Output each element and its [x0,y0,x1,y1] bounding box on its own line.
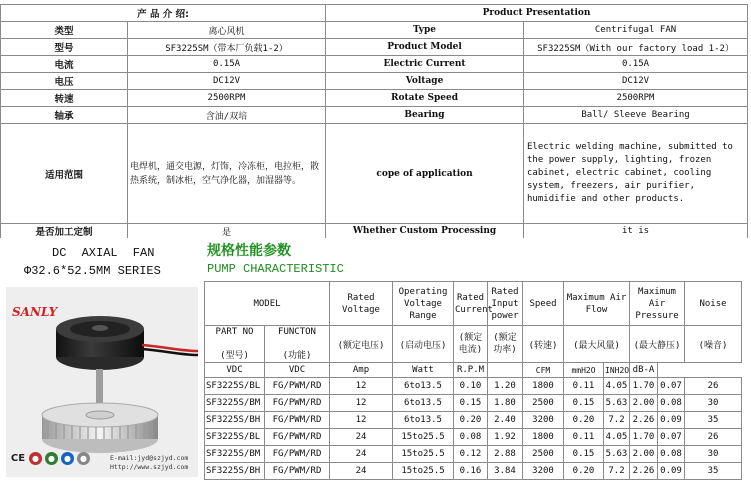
cell-rv: 24 [330,446,393,463]
row-value-cn: 含油/双培 [128,107,326,124]
col-header-function [265,326,330,363]
series-title: DC AXIAL FAN [52,246,155,260]
custom-value-cn: 是 [128,224,326,239]
cell-db: 30 [685,446,742,463]
cell-flow1: 0.15 [564,446,604,463]
col-header-max-pressure: Maximum Air Pressure [630,282,685,326]
custom-label-en: Whether Custom Processing [326,224,524,239]
part-no-label-cn: (型号) [220,351,249,361]
cell-in: 0.07 [658,378,685,395]
cell-db: 35 [685,412,742,429]
scope-label-en: cope of application [326,124,524,224]
cell-func: FG/PWM/RD [265,429,330,446]
table-row [1,107,748,124]
row-label-cn: 轴承 [1,107,128,124]
cell-in: 0.08 [658,446,685,463]
table-row [1,73,748,90]
cert-seal-icon: ● [77,452,90,465]
unit-rated-voltage: VDC [205,363,265,378]
row-label-cn: 转速 [1,90,128,107]
cell-mm: 1.70 [630,378,658,395]
table-row [1,56,748,73]
cell-ov: 6to13.5 [393,378,454,395]
cell-part: SF3225S/BH [205,463,265,480]
cell-db: 30 [685,395,742,412]
unit-noise: dB-A [630,363,658,378]
table-row [1,39,748,56]
unit-rated-current: Amp [330,363,393,378]
cell-watt: 2.40 [488,412,523,429]
table-row-custom [1,224,748,239]
certification-logos [10,452,90,465]
cell-cfm: 4.05 [604,429,630,446]
cell-rv: 24 [330,463,393,480]
cell-watt: 2.88 [488,446,523,463]
cell-cfm: 4.05 [604,378,630,395]
row-value-cn: 离心风机 [128,22,326,39]
row-label-en: Bearing [326,107,524,124]
cell-flow1: 0.20 [564,412,604,429]
cell-cfm: 7.2 [604,412,630,429]
cell-part: SF3225S/BL [205,429,265,446]
col-header-max-airflow: Maximum Air Flow [564,282,630,326]
table-row [1,22,748,39]
cell-rpm: 1800 [523,429,564,446]
row-label-cn: 电压 [1,73,128,90]
unit-airflow-blank [488,363,523,378]
row-value-en: Centrifugal FAN [524,22,748,39]
cell-ov: 6to13.5 [393,412,454,429]
series-subtitle: Φ32.6*52.5MM SERIES [24,264,161,278]
row-value-en: Ball/ Sleeve Bearing [524,107,748,124]
cell-ov: 6to13.5 [393,395,454,412]
row-label-en: Voltage [326,73,524,90]
cell-flow1: 0.11 [564,429,604,446]
table-header-row [205,282,742,326]
unit-airflow: CFM [523,363,564,378]
row-value-cn: 2500RPM [128,90,326,107]
col-header-rated-voltage: Rated Voltage [330,282,393,326]
col-header-operating-voltage: Operating Voltage Range [393,282,454,326]
cell-ov: 15to25.5 [393,429,454,446]
cell-db: 26 [685,378,742,395]
cert-seal-icon: ● [29,452,42,465]
cell-mm: 2.26 [630,463,658,480]
cell-watt: 1.20 [488,378,523,395]
function-label: FUNCTON [278,327,316,337]
row-value-en: SF3225SM（With our factory load 1-2） [524,39,748,56]
cell-amp: 0.08 [454,429,488,446]
col-header-rated-current-cn: (额定电流) [454,326,488,363]
cell-db: 35 [685,463,742,480]
cell-rpm: 3200 [523,412,564,429]
contact-website[interactable]: Http://www.szjyd.com [110,463,189,471]
cell-flow1: 0.15 [564,395,604,412]
cell-amp: 0.15 [454,395,488,412]
table-row-scope [1,124,748,224]
cell-watt: 1.80 [488,395,523,412]
col-header-rated-input: Rated Input power [488,282,523,326]
unit-pressure-in: INH2O [604,363,630,378]
cell-flow1: 0.11 [564,378,604,395]
table-row [205,412,742,429]
cell-rpm: 1800 [523,378,564,395]
scope-value-en: Electric welding machine, submitted to the power supply, lighting, frozen cabinet, electric cabinet, cooling system, freezers, air purifier, humidifie and other products. [524,124,748,224]
col-header-noise-cn: (噪音) [685,326,742,363]
unit-rated-input: Watt [393,363,454,378]
custom-value-en: it is [524,224,748,239]
cell-func: FG/PWM/RD [265,412,330,429]
cell-mm: 2.26 [630,412,658,429]
header-en: Product Presentation [326,5,748,22]
product-presentation-table [0,4,748,238]
cell-func: FG/PWM/RD [265,378,330,395]
cell-rv: 24 [330,429,393,446]
table-row [205,429,742,446]
col-header-noise: Noise [685,282,742,326]
table-row [205,446,742,463]
table-units-row [205,363,742,378]
col-header-max-airflow-cn: (最大风量) [564,326,630,363]
cell-func: FG/PWM/RD [265,446,330,463]
cell-mm: 1.70 [630,429,658,446]
cell-rpm: 3200 [523,463,564,480]
cell-in: 0.09 [658,463,685,480]
function-label-cn: (功能) [282,351,312,361]
row-label-cn: 电流 [1,56,128,73]
row-label-cn: 型号 [1,39,128,56]
row-value-en: 2500RPM [524,90,748,107]
cell-ov: 15to25.5 [393,446,454,463]
table-row [205,395,742,412]
cell-part: SF3225S/BM [205,395,265,412]
unit-operating-voltage: VDC [265,363,330,378]
product-photo [6,287,198,477]
col-header-operating-voltage-cn: (启动电压) [393,326,454,363]
pump-characteristic-table [204,281,742,480]
row-value-cn: DC12V [128,73,326,90]
perf-rows [205,378,742,480]
ce-mark-icon: CE [10,453,26,464]
table-row [205,378,742,395]
custom-label-cn: 是否加工定制 [1,224,128,239]
cell-watt: 1.92 [488,429,523,446]
cell-part: SF3225S/BH [205,412,265,429]
row-label-cn: 类型 [1,22,128,39]
cell-rv: 12 [330,395,393,412]
cell-part: SF3225S/BL [205,378,265,395]
cell-func: FG/PWM/RD [265,463,330,480]
col-header-max-pressure-cn: (最大静压) [630,326,685,363]
row-label-en: Rotate Speed [326,90,524,107]
cell-rpm: 2500 [523,446,564,463]
cell-rv: 12 [330,378,393,395]
cert-seal-icon: ● [61,452,74,465]
row-value-en: DC12V [524,73,748,90]
row-label-en: Electric Current [326,56,524,73]
cell-db: 26 [685,429,742,446]
cell-in: 0.08 [658,395,685,412]
cell-amp: 0.16 [454,463,488,480]
col-header-part-no [205,326,265,363]
cell-amp: 0.12 [454,446,488,463]
cell-mm: 2.00 [630,446,658,463]
cell-rv: 12 [330,412,393,429]
cell-cfm: 7.2 [604,463,630,480]
row-value-cn: 0.15A [128,56,326,73]
contact-email[interactable]: E-mail:jyd@szjyd.com [110,454,189,462]
table-row [205,463,742,480]
cell-amp: 0.20 [454,412,488,429]
cell-in: 0.09 [658,412,685,429]
col-header-rated-voltage-cn: (额定电压) [330,326,393,363]
col-header-speed: Speed [523,282,564,326]
cert-seal-icon: ● [45,452,58,465]
col-header-speed-cn: (转速) [523,326,564,363]
col-header-rated-current: Rated Current [454,282,488,326]
header-cn: 产 品 介 绍: [1,5,326,22]
col-header-model: MODEL [205,282,330,326]
table-header-row [1,5,748,22]
unit-speed: R.P.M [454,363,488,378]
row-value-en: 0.15A [524,56,748,73]
table-header-row-cn [205,326,742,363]
col-header-rated-input-cn: (额定功率) [488,326,523,363]
row-label-en: Type [326,22,524,39]
cell-cfm: 5.63 [604,446,630,463]
row-value-cn: SF3225SM（带本厂负载1-2） [128,39,326,56]
contact-info [110,454,188,472]
cell-rpm: 2500 [523,395,564,412]
cell-flow1: 0.20 [564,463,604,480]
scope-value-cn: 电焊机，通交电源，灯饰，冷冻柜，电拉柜，散热系统，制冰柜，空气净化器，加湿器等。 [128,124,326,224]
cell-func: FG/PWM/RD [265,395,330,412]
cell-part: SF3225S/BM [205,446,265,463]
spec-title-en: PUMP CHARACTERISTIC [207,262,344,276]
spec-title-cn: 规格性能参数 [207,243,291,259]
cell-amp: 0.10 [454,378,488,395]
cell-cfm: 5.63 [604,395,630,412]
brand-logo: SANLY [12,305,58,319]
row-label-en: Product Model [326,39,524,56]
cell-in: 0.07 [658,429,685,446]
scope-label-cn: 适用范围 [1,124,128,224]
cell-ov: 15to25.5 [393,463,454,480]
table-row [1,90,748,107]
cell-mm: 2.00 [630,395,658,412]
cell-watt: 3.84 [488,463,523,480]
part-no-label: PART NO [215,327,254,337]
unit-pressure-mm: mmH2O [564,363,604,378]
